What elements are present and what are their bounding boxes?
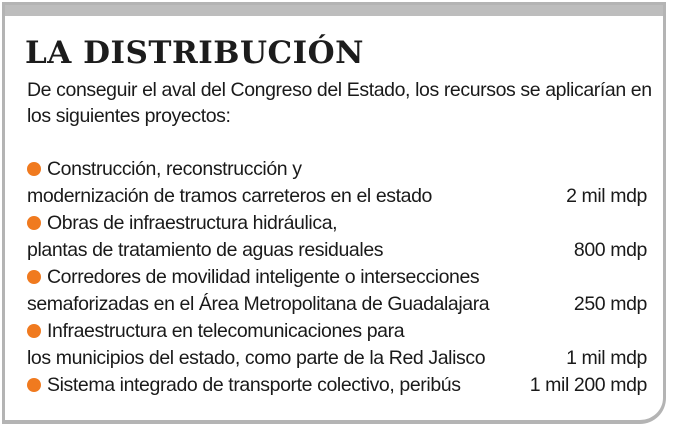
project-list bbox=[27, 156, 647, 399]
orange-bullet-icon bbox=[27, 324, 41, 338]
item-label-line1: Construcción, reconstrucción y bbox=[47, 158, 302, 180]
orange-bullet-icon bbox=[27, 216, 41, 230]
list-item bbox=[27, 156, 647, 210]
item-label-line1: Corredores de movilidad inteligente o intersecciones bbox=[47, 266, 480, 288]
list-item bbox=[27, 210, 647, 264]
item-label-line1: Infraestructura en telecomunicaciones para bbox=[47, 320, 405, 342]
item-first-line bbox=[27, 210, 647, 237]
item-label-line2: modernización de tramos carreteros en el estado bbox=[27, 185, 433, 207]
item-label-line2: plantas de tratamiento de aguas residuales bbox=[27, 239, 384, 261]
header-band bbox=[5, 5, 663, 16]
intro-text: De conseguir el aval del Congreso del Estado, los recursos se aplicarían en los siguientes proyectos: bbox=[27, 79, 652, 127]
item-first-line bbox=[27, 264, 647, 291]
list-item bbox=[27, 318, 647, 372]
orange-bullet-icon bbox=[27, 270, 41, 284]
item-amount: 800 mdp bbox=[573, 239, 647, 261]
list-item bbox=[27, 264, 647, 318]
item-amount: 250 mdp bbox=[573, 293, 647, 315]
item-first-line bbox=[27, 318, 647, 345]
item-amount: 1 mil 200 mdp bbox=[529, 374, 647, 396]
item-amount: 1 mil mdp bbox=[566, 347, 647, 369]
item-label-line2: semaforizadas en el Área Metropolitana de Guadalajara bbox=[27, 293, 490, 315]
list-item bbox=[27, 372, 647, 399]
item-label-line1: Sistema integrado de transporte colectivo, peribús bbox=[47, 374, 461, 396]
item-first-line bbox=[27, 156, 647, 183]
item-label-line2: los municipios del estado, como parte de la Red Jalisco bbox=[27, 347, 486, 369]
card-title: LA DISTRIBUCIÓN bbox=[25, 35, 364, 71]
orange-bullet-icon bbox=[27, 162, 41, 176]
orange-bullet-icon bbox=[27, 378, 41, 392]
item-amount: 2 mil mdp bbox=[566, 185, 647, 207]
item-label-line1: Obras de infraestructura hidráulica, bbox=[47, 212, 338, 234]
info-card bbox=[2, 2, 666, 424]
